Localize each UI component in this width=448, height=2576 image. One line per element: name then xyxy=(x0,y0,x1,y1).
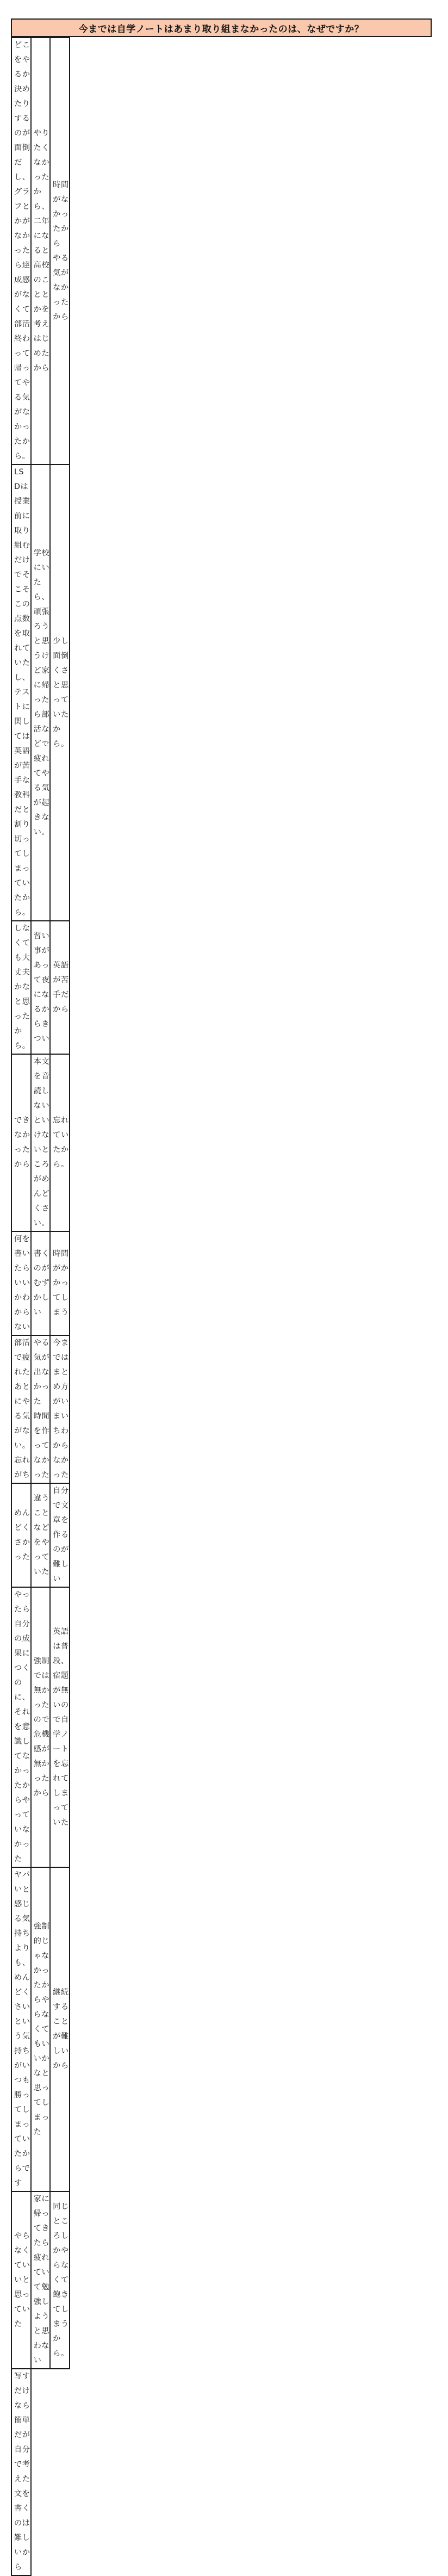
response-cell: やる気が出なかった 時間を作ってなかった xyxy=(31,1335,51,1483)
response-cell: やりたくなかったから、二年になると高校のこととかを考えはじめたから xyxy=(31,38,51,465)
response-cell: ヤバいと感じる気持ちよりも、めんどくさいという気持ちがいつも勝ってしまっていたからです xyxy=(11,1867,31,2191)
response-cell: めんどくさかった xyxy=(11,1483,31,1587)
empty-cell xyxy=(31,2369,51,2575)
table-title: 今までは自学ノートはあまり取り組まなかったのは、なぜですか？ xyxy=(11,18,432,37)
response-cell: 同じところしかやらなくて飽きてしまうから。 xyxy=(50,2191,70,2369)
response-cell: 違うことなどをやっていた xyxy=(31,1483,51,1587)
response-cell: 忘れていたから。 xyxy=(50,1054,70,1231)
table-row xyxy=(11,2191,70,2369)
response-cell: 時間がなかったから やる気がなかったから xyxy=(50,38,70,465)
response-cell: 学校にいたら、頑張ろうと思うけど家に帰ったら部活などで疲れてやる気が起きない。 xyxy=(31,465,51,921)
table-row xyxy=(11,921,70,1054)
response-cell: 今まではまとめ方がいまいちわからなかった xyxy=(50,1335,70,1483)
response-cell: 部活で疲れたあとにやる気がない。 忘れがち xyxy=(11,1335,31,1483)
response-cell: 少し面倒くさと思っていたから。 xyxy=(50,465,70,921)
table-row xyxy=(11,1483,70,1587)
response-cell: 書くのがむずかしい xyxy=(31,1231,51,1335)
response-cell: 家に帰ってきたら疲れていて勉強しようと思わない xyxy=(31,2191,51,2369)
table-row xyxy=(11,1231,70,1335)
table-row xyxy=(11,1867,70,2191)
response-cell: 時間がかかってしまう xyxy=(50,1231,70,1335)
response-cell: 英語が苦手だから xyxy=(50,921,70,1054)
table-row xyxy=(11,38,70,465)
response-cell: できなかったから xyxy=(11,1054,31,1231)
table-row xyxy=(11,1587,70,1867)
table-row xyxy=(11,465,70,921)
response-cell: 強制的じゃなかったからやらなくてもいいかなと思ってしまった xyxy=(31,1867,51,2191)
response-cell: 強制では無かったので危機感が無かったから xyxy=(31,1587,51,1867)
response-table xyxy=(11,37,70,2576)
table-row xyxy=(11,1335,70,1483)
table-row xyxy=(11,1054,70,1231)
response-cell: 写すだけなら簡単だが自分で考えた文を書くのは難しいから xyxy=(11,2369,31,2575)
response-cell: 本文を音読しないといけないところがめんどくさい。 xyxy=(31,1054,51,1231)
response-cell: 継続することが難しいから xyxy=(50,1867,70,2191)
empty-cell xyxy=(50,2369,70,2575)
response-cell: 自分で文章を作るのが難しい xyxy=(50,1483,70,1587)
response-cell: 習い事があって夜になるからきつい xyxy=(31,921,51,1054)
response-cell: 英語は普段、宿題が無いので自学ノートを忘れてしまっていた xyxy=(50,1587,70,1867)
response-cell: やらなくていいと思っていた xyxy=(11,2191,31,2369)
response-cell: LSDは授業前に取り組むだけでそこそこの点数を取れていたし、テストに関しては英語が苦手な教科だと割り切ってしまっていたから。 xyxy=(11,465,31,921)
response-cell: しなくても大丈夫かなと思ったから。 xyxy=(11,921,31,1054)
response-cell: どこをやるか決めたりするのが面倒だし、グラフとかがなかったら達成感がなくて部活終わって帰ってやる気がなかったから。 xyxy=(11,38,31,465)
table-row xyxy=(11,2369,70,2575)
response-cell: 何を書いたらいいかわからない xyxy=(11,1231,31,1335)
response-cell: やったら自分の成果につくのに、それを意識してなかったからやっていなかった xyxy=(11,1587,31,1867)
